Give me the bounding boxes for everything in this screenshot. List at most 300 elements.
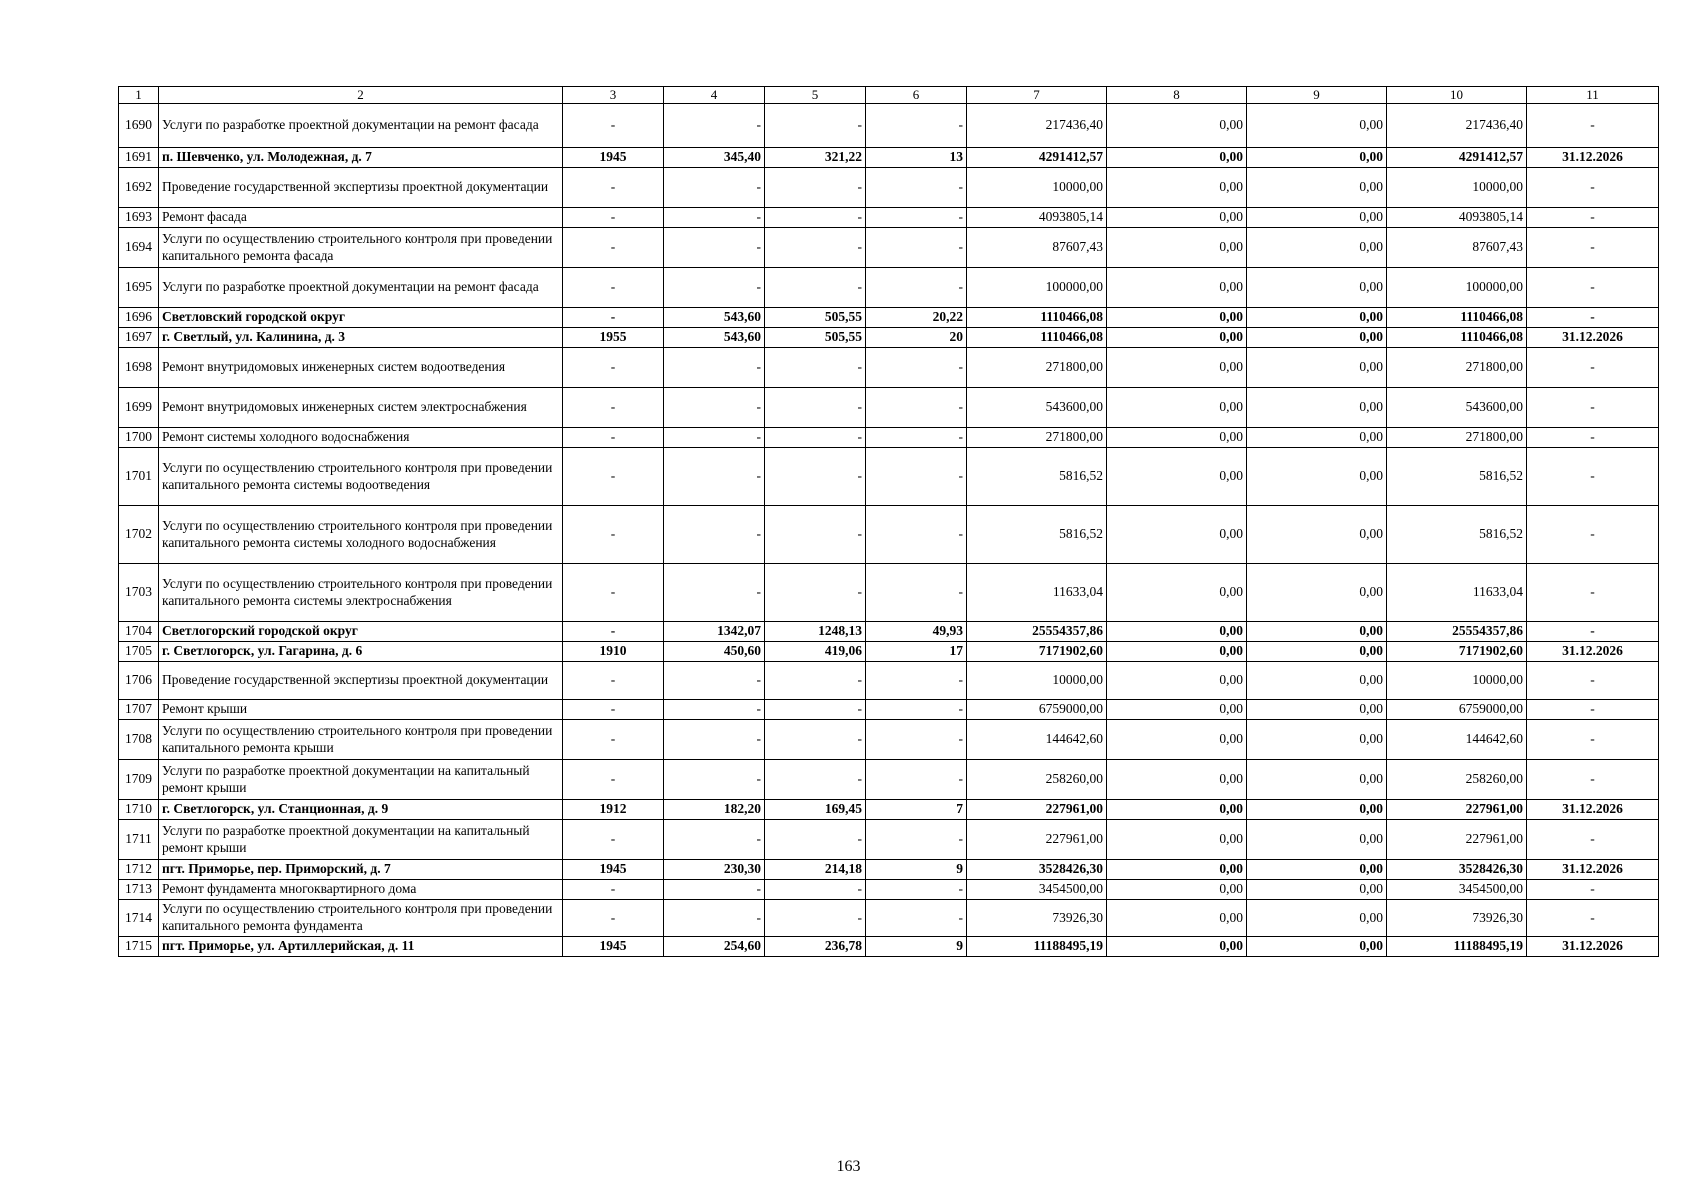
cost-total-cell: 11633,04 (967, 564, 1107, 622)
residents-cell: - (866, 208, 967, 228)
item-name-cell: г. Светлогорск, ул. Гагарина, д. 6 (159, 642, 563, 662)
area-living-cell: 214,18 (765, 860, 866, 880)
year-cell: - (563, 506, 664, 564)
year-cell: - (563, 388, 664, 428)
table-row (119, 937, 1659, 957)
area-total-cell: 543,60 (664, 328, 765, 348)
cost-total-cell: 5816,52 (967, 448, 1107, 506)
cost-owners-cell: 6759000,00 (1387, 700, 1527, 720)
row-number-cell: 1690 (119, 104, 159, 148)
residents-cell: - (866, 900, 967, 937)
item-name-cell: п. Шевченко, ул. Молодежная, д. 7 (159, 148, 563, 168)
cost-other-cell: 0,00 (1247, 308, 1387, 328)
area-living-cell: - (765, 104, 866, 148)
cost-other-cell: 0,00 (1247, 642, 1387, 662)
cost-other-cell: 0,00 (1247, 228, 1387, 268)
cost-fund-cell: 0,00 (1107, 268, 1247, 308)
area-total-cell: - (664, 820, 765, 860)
table-row (119, 388, 1659, 428)
deadline-cell: 31.12.2026 (1527, 860, 1659, 880)
area-total-cell: - (664, 900, 765, 937)
cost-owners-cell: 1110466,08 (1387, 308, 1527, 328)
item-name-cell: пгт. Приморье, пер. Приморский, д. 7 (159, 860, 563, 880)
area-total-cell: - (664, 700, 765, 720)
cost-fund-cell: 0,00 (1107, 148, 1247, 168)
deadline-cell: - (1527, 564, 1659, 622)
cost-other-cell: 0,00 (1247, 328, 1387, 348)
area-living-cell: 169,45 (765, 800, 866, 820)
row-number-cell: 1712 (119, 860, 159, 880)
row-number-cell: 1692 (119, 168, 159, 208)
cost-total-cell: 10000,00 (967, 168, 1107, 208)
area-living-cell: - (765, 760, 866, 800)
row-number-cell: 1707 (119, 700, 159, 720)
area-living-cell: - (765, 820, 866, 860)
cost-fund-cell: 0,00 (1107, 700, 1247, 720)
cost-total-cell: 5816,52 (967, 506, 1107, 564)
area-living-cell: - (765, 662, 866, 700)
cost-fund-cell: 0,00 (1107, 622, 1247, 642)
area-total-cell: - (664, 104, 765, 148)
cost-fund-cell: 0,00 (1107, 348, 1247, 388)
cost-other-cell: 0,00 (1247, 388, 1387, 428)
cost-owners-cell: 5816,52 (1387, 448, 1527, 506)
deadline-cell: - (1527, 720, 1659, 760)
deadline-cell: - (1527, 104, 1659, 148)
table-row (119, 228, 1659, 268)
cost-owners-cell: 11188495,19 (1387, 937, 1527, 957)
cost-total-cell: 11188495,19 (967, 937, 1107, 957)
deadline-cell: - (1527, 308, 1659, 328)
cost-total-cell: 217436,40 (967, 104, 1107, 148)
cost-fund-cell: 0,00 (1107, 208, 1247, 228)
table-row (119, 104, 1659, 148)
cost-fund-cell: 0,00 (1107, 820, 1247, 860)
residents-cell: 17 (866, 642, 967, 662)
cost-owners-cell: 5816,52 (1387, 506, 1527, 564)
cost-total-cell: 227961,00 (967, 800, 1107, 820)
cost-owners-cell: 3528426,30 (1387, 860, 1527, 880)
year-cell: - (563, 308, 664, 328)
cost-owners-cell: 73926,30 (1387, 900, 1527, 937)
deadline-cell: - (1527, 700, 1659, 720)
year-cell: - (563, 662, 664, 700)
cost-fund-cell: 0,00 (1107, 900, 1247, 937)
area-living-cell: - (765, 268, 866, 308)
residents-cell: - (866, 662, 967, 700)
column-header: 10 (1387, 87, 1527, 104)
item-name-cell: г. Светлый, ул. Калинина, д. 3 (159, 328, 563, 348)
area-total-cell: 345,40 (664, 148, 765, 168)
cost-total-cell: 10000,00 (967, 662, 1107, 700)
row-number-cell: 1697 (119, 328, 159, 348)
residents-cell: - (866, 388, 967, 428)
table-row (119, 860, 1659, 880)
area-total-cell: 230,30 (664, 860, 765, 880)
cost-owners-cell: 4093805,14 (1387, 208, 1527, 228)
area-total-cell: 543,60 (664, 308, 765, 328)
deadline-cell: - (1527, 388, 1659, 428)
table-row (119, 148, 1659, 168)
area-living-cell: - (765, 506, 866, 564)
column-number-header-row (119, 87, 1659, 104)
area-total-cell: 254,60 (664, 937, 765, 957)
area-living-cell: - (765, 208, 866, 228)
year-cell: - (563, 880, 664, 900)
cost-fund-cell: 0,00 (1107, 880, 1247, 900)
cost-total-cell: 271800,00 (967, 348, 1107, 388)
residents-cell: 7 (866, 800, 967, 820)
area-total-cell: - (664, 448, 765, 506)
area-total-cell: - (664, 720, 765, 760)
cost-fund-cell: 0,00 (1107, 760, 1247, 800)
row-number-cell: 1706 (119, 662, 159, 700)
year-cell: - (563, 564, 664, 622)
column-header: 9 (1247, 87, 1387, 104)
table-row (119, 308, 1659, 328)
column-header: 6 (866, 87, 967, 104)
year-cell: - (563, 820, 664, 860)
column-header: 8 (1107, 87, 1247, 104)
cost-total-cell: 3528426,30 (967, 860, 1107, 880)
column-header: 1 (119, 87, 159, 104)
cost-other-cell: 0,00 (1247, 506, 1387, 564)
table-row (119, 428, 1659, 448)
row-number-cell: 1691 (119, 148, 159, 168)
item-name-cell: Услуги по разработке проектной документации на ремонт фасада (159, 268, 563, 308)
year-cell: 1910 (563, 642, 664, 662)
cost-other-cell: 0,00 (1247, 168, 1387, 208)
year-cell: 1945 (563, 937, 664, 957)
deadline-cell: 31.12.2026 (1527, 800, 1659, 820)
area-living-cell: - (765, 564, 866, 622)
year-cell: 1912 (563, 800, 664, 820)
deadline-cell: - (1527, 428, 1659, 448)
row-number-cell: 1713 (119, 880, 159, 900)
cost-total-cell: 4291412,57 (967, 148, 1107, 168)
deadline-cell: - (1527, 448, 1659, 506)
row-number-cell: 1693 (119, 208, 159, 228)
item-name-cell: Ремонт фундамента многоквартирного дома (159, 880, 563, 900)
row-number-cell: 1715 (119, 937, 159, 957)
cost-fund-cell: 0,00 (1107, 506, 1247, 564)
item-name-cell: Услуги по осуществлению строительного контроля при проведении капитального ремонта системы водоотведения (159, 448, 563, 506)
area-total-cell: - (664, 880, 765, 900)
cost-fund-cell: 0,00 (1107, 428, 1247, 448)
cost-fund-cell: 0,00 (1107, 860, 1247, 880)
residents-cell: - (866, 820, 967, 860)
cost-fund-cell: 0,00 (1107, 328, 1247, 348)
year-cell: - (563, 448, 664, 506)
area-living-cell: - (765, 720, 866, 760)
area-living-cell: 1248,13 (765, 622, 866, 642)
table-row (119, 720, 1659, 760)
item-name-cell: Ремонт внутридомовых инженерных систем водоотведения (159, 348, 563, 388)
cost-fund-cell: 0,00 (1107, 448, 1247, 506)
area-total-cell: - (664, 168, 765, 208)
cost-total-cell: 258260,00 (967, 760, 1107, 800)
cost-owners-cell: 4291412,57 (1387, 148, 1527, 168)
area-living-cell: 505,55 (765, 328, 866, 348)
row-number-cell: 1699 (119, 388, 159, 428)
column-header: 4 (664, 87, 765, 104)
area-total-cell: 1342,07 (664, 622, 765, 642)
year-cell: 1945 (563, 860, 664, 880)
residents-cell: - (866, 506, 967, 564)
cost-owners-cell: 10000,00 (1387, 168, 1527, 208)
residents-cell: 13 (866, 148, 967, 168)
cost-total-cell: 1110466,08 (967, 328, 1107, 348)
cost-total-cell: 25554357,86 (967, 622, 1107, 642)
deadline-cell: - (1527, 900, 1659, 937)
column-header: 3 (563, 87, 664, 104)
year-cell: - (563, 428, 664, 448)
cost-owners-cell: 1110466,08 (1387, 328, 1527, 348)
deadline-cell: - (1527, 820, 1659, 860)
deadline-cell: - (1527, 760, 1659, 800)
year-cell: - (563, 760, 664, 800)
year-cell: 1955 (563, 328, 664, 348)
item-name-cell: Ремонт системы холодного водоснабжения (159, 428, 563, 448)
cost-fund-cell: 0,00 (1107, 228, 1247, 268)
area-living-cell: - (765, 388, 866, 428)
row-number-cell: 1710 (119, 800, 159, 820)
row-number-cell: 1694 (119, 228, 159, 268)
item-name-cell: Ремонт фасада (159, 208, 563, 228)
cost-other-cell: 0,00 (1247, 208, 1387, 228)
area-total-cell: - (664, 268, 765, 308)
cost-total-cell: 6759000,00 (967, 700, 1107, 720)
area-living-cell: - (765, 700, 866, 720)
area-living-cell: 505,55 (765, 308, 866, 328)
item-name-cell: Светловский городской округ (159, 308, 563, 328)
item-name-cell: Услуги по осуществлению строительного контроля при проведении капитального ремонта системы электроснабжения (159, 564, 563, 622)
residents-cell: - (866, 720, 967, 760)
column-header: 11 (1527, 87, 1659, 104)
item-name-cell: Проведение государственной экспертизы проектной документации (159, 168, 563, 208)
column-header: 2 (159, 87, 563, 104)
item-name-cell: Услуги по разработке проектной документации на ремонт фасада (159, 104, 563, 148)
cost-owners-cell: 258260,00 (1387, 760, 1527, 800)
year-cell: - (563, 208, 664, 228)
cost-total-cell: 4093805,14 (967, 208, 1107, 228)
area-living-cell: - (765, 428, 866, 448)
deadline-cell: 31.12.2026 (1527, 328, 1659, 348)
residents-cell: - (866, 700, 967, 720)
table-row (119, 760, 1659, 800)
residents-cell: - (866, 428, 967, 448)
table-row (119, 800, 1659, 820)
residents-cell: 49,93 (866, 622, 967, 642)
cost-other-cell: 0,00 (1247, 662, 1387, 700)
cost-fund-cell: 0,00 (1107, 168, 1247, 208)
deadline-cell: - (1527, 880, 1659, 900)
residents-cell: - (866, 880, 967, 900)
residents-cell: - (866, 348, 967, 388)
deadline-cell: - (1527, 268, 1659, 308)
area-living-cell: - (765, 448, 866, 506)
item-name-cell: Услуги по разработке проектной документации на капитальный ремонт крыши (159, 760, 563, 800)
area-living-cell: 236,78 (765, 937, 866, 957)
year-cell: - (563, 900, 664, 937)
table-row (119, 880, 1659, 900)
deadline-cell: - (1527, 208, 1659, 228)
cost-total-cell: 3454500,00 (967, 880, 1107, 900)
cost-other-cell: 0,00 (1247, 860, 1387, 880)
area-total-cell: 182,20 (664, 800, 765, 820)
cost-owners-cell: 217436,40 (1387, 104, 1527, 148)
deadline-cell: - (1527, 506, 1659, 564)
cost-fund-cell: 0,00 (1107, 388, 1247, 428)
cost-other-cell: 0,00 (1247, 622, 1387, 642)
area-total-cell: - (664, 348, 765, 388)
item-name-cell: пгт. Приморье, ул. Артиллерийская, д. 11 (159, 937, 563, 957)
row-number-cell: 1701 (119, 448, 159, 506)
table-row (119, 900, 1659, 937)
residents-cell: - (866, 760, 967, 800)
table-row (119, 448, 1659, 506)
area-living-cell: - (765, 228, 866, 268)
cost-total-cell: 1110466,08 (967, 308, 1107, 328)
item-name-cell: Услуги по разработке проектной документации на капитальный ремонт крыши (159, 820, 563, 860)
row-number-cell: 1711 (119, 820, 159, 860)
row-number-cell: 1704 (119, 622, 159, 642)
cost-total-cell: 87607,43 (967, 228, 1107, 268)
area-living-cell: - (765, 900, 866, 937)
deadline-cell: - (1527, 662, 1659, 700)
cost-other-cell: 0,00 (1247, 448, 1387, 506)
cost-fund-cell: 0,00 (1107, 104, 1247, 148)
table-row (119, 642, 1659, 662)
cost-owners-cell: 87607,43 (1387, 228, 1527, 268)
item-name-cell: г. Светлогорск, ул. Станционная, д. 9 (159, 800, 563, 820)
cost-fund-cell: 0,00 (1107, 800, 1247, 820)
residents-cell: - (866, 228, 967, 268)
residents-cell: - (866, 564, 967, 622)
deadline-cell: 31.12.2026 (1527, 148, 1659, 168)
cost-total-cell: 543600,00 (967, 388, 1107, 428)
residents-cell: 9 (866, 937, 967, 957)
cost-owners-cell: 100000,00 (1387, 268, 1527, 308)
cost-owners-cell: 543600,00 (1387, 388, 1527, 428)
cost-total-cell: 271800,00 (967, 428, 1107, 448)
row-number-cell: 1714 (119, 900, 159, 937)
cost-fund-cell: 0,00 (1107, 642, 1247, 662)
year-cell: - (563, 348, 664, 388)
cost-other-cell: 0,00 (1247, 564, 1387, 622)
cost-owners-cell: 227961,00 (1387, 820, 1527, 860)
cost-fund-cell: 0,00 (1107, 308, 1247, 328)
table-row (119, 564, 1659, 622)
year-cell: - (563, 622, 664, 642)
cost-other-cell: 0,00 (1247, 937, 1387, 957)
cost-other-cell: 0,00 (1247, 900, 1387, 937)
residents-cell: 20 (866, 328, 967, 348)
cost-owners-cell: 271800,00 (1387, 348, 1527, 388)
cost-owners-cell: 10000,00 (1387, 662, 1527, 700)
residents-cell: 20,22 (866, 308, 967, 328)
column-header: 5 (765, 87, 866, 104)
cost-other-cell: 0,00 (1247, 148, 1387, 168)
cost-total-cell: 7171902,60 (967, 642, 1107, 662)
cost-owners-cell: 227961,00 (1387, 800, 1527, 820)
cost-total-cell: 227961,00 (967, 820, 1107, 860)
year-cell: - (563, 720, 664, 760)
table-row (119, 820, 1659, 860)
cost-other-cell: 0,00 (1247, 880, 1387, 900)
row-number-cell: 1696 (119, 308, 159, 328)
item-name-cell: Ремонт крыши (159, 700, 563, 720)
year-cell: - (563, 268, 664, 308)
item-name-cell: Услуги по осуществлению строительного контроля при проведении капитального ремонта фундамента (159, 900, 563, 937)
cost-owners-cell: 25554357,86 (1387, 622, 1527, 642)
cost-other-cell: 0,00 (1247, 760, 1387, 800)
area-total-cell: - (664, 662, 765, 700)
area-living-cell: - (765, 880, 866, 900)
table-row (119, 208, 1659, 228)
cost-other-cell: 0,00 (1247, 268, 1387, 308)
cost-fund-cell: 0,00 (1107, 662, 1247, 700)
table-row (119, 622, 1659, 642)
cost-other-cell: 0,00 (1247, 348, 1387, 388)
deadline-cell: - (1527, 622, 1659, 642)
area-living-cell: 321,22 (765, 148, 866, 168)
cost-total-cell: 73926,30 (967, 900, 1107, 937)
area-total-cell: - (664, 388, 765, 428)
cost-owners-cell: 3454500,00 (1387, 880, 1527, 900)
deadline-cell: - (1527, 228, 1659, 268)
cost-total-cell: 144642,60 (967, 720, 1107, 760)
cost-owners-cell: 7171902,60 (1387, 642, 1527, 662)
year-cell: - (563, 700, 664, 720)
year-cell: - (563, 104, 664, 148)
cost-other-cell: 0,00 (1247, 820, 1387, 860)
cost-owners-cell: 144642,60 (1387, 720, 1527, 760)
year-cell: 1945 (563, 148, 664, 168)
item-name-cell: Услуги по осуществлению строительного контроля при проведении капитального ремонта крыши (159, 720, 563, 760)
deadline-cell: 31.12.2026 (1527, 642, 1659, 662)
row-number-cell: 1700 (119, 428, 159, 448)
area-total-cell: - (664, 760, 765, 800)
cost-owners-cell: 11633,04 (1387, 564, 1527, 622)
cost-fund-cell: 0,00 (1107, 564, 1247, 622)
table-row (119, 506, 1659, 564)
table-row (119, 662, 1659, 700)
row-number-cell: 1703 (119, 564, 159, 622)
area-total-cell: 450,60 (664, 642, 765, 662)
table-row (119, 328, 1659, 348)
row-number-cell: 1702 (119, 506, 159, 564)
row-number-cell: 1705 (119, 642, 159, 662)
item-name-cell: Проведение государственной экспертизы проектной документации (159, 662, 563, 700)
residents-cell: - (866, 104, 967, 148)
area-living-cell: - (765, 348, 866, 388)
deadline-cell: - (1527, 168, 1659, 208)
row-number-cell: 1709 (119, 760, 159, 800)
area-total-cell: - (664, 564, 765, 622)
year-cell: - (563, 228, 664, 268)
row-number-cell: 1695 (119, 268, 159, 308)
row-number-cell: 1708 (119, 720, 159, 760)
area-total-cell: - (664, 506, 765, 564)
table-row (119, 268, 1659, 308)
table-row (119, 168, 1659, 208)
deadline-cell: 31.12.2026 (1527, 937, 1659, 957)
year-cell: - (563, 168, 664, 208)
residents-cell: - (866, 268, 967, 308)
residents-cell: 9 (866, 860, 967, 880)
row-number-cell: 1698 (119, 348, 159, 388)
